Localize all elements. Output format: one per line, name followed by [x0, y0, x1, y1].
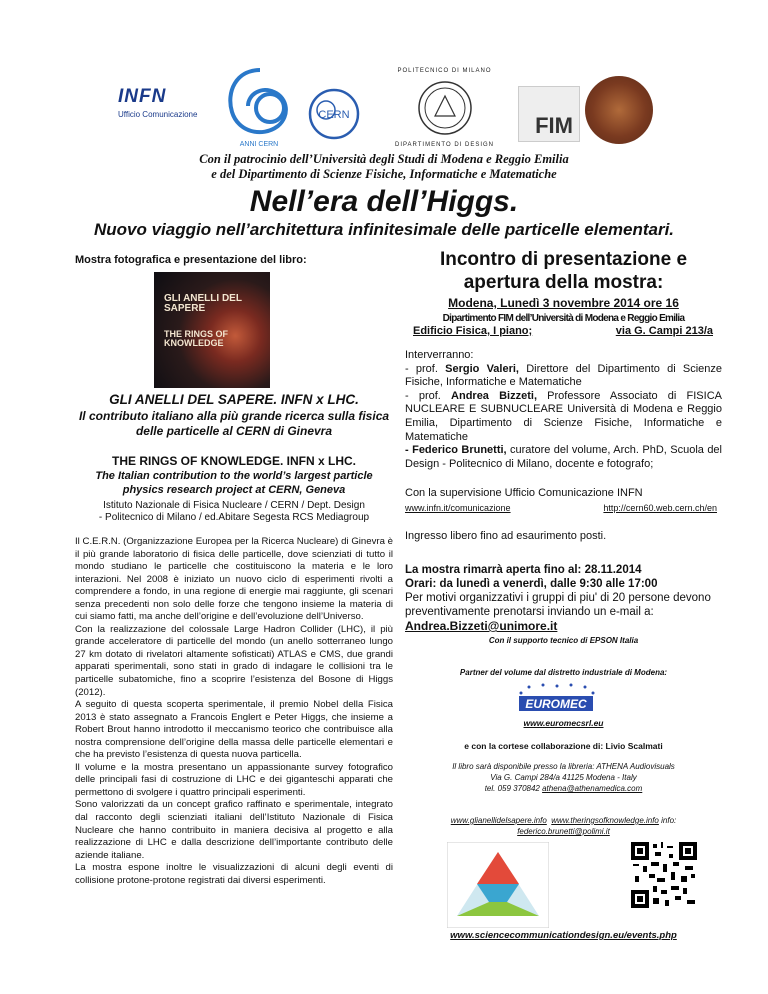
speaker-name: Andrea Bizzeti, — [451, 389, 537, 402]
speaker — [405, 444, 722, 471]
speakers-intro: Interverranno: — [405, 349, 474, 361]
book-title-en: THE RINGS OF KNOWLEDGE. INFN x LHC. — [111, 454, 356, 468]
paragraph: Il volume e la mostra presentano un appassionante survey fotografico delle principali fasi di costruzione di LHC e dei giganteschi apparati che permettono di svolgere i quattro principali esperimenti. — [75, 761, 393, 798]
collaboration: e con la cortese collaborazione di: Livio Scalmati — [464, 741, 663, 751]
paragraph: La mostra espone inoltre le visualizzazioni di alcuni degli eventi di collisione protone-protone registrati dai diversi esperimenti. — [75, 862, 393, 886]
cover-title: GLI ANELLI DEL SAPERE — [164, 293, 242, 314]
speaker-role: curatore del volume, Arch. PhD, Scuola del Design - Politecnico di Milano, docente e fotografo; — [405, 444, 722, 470]
cern-logo — [300, 86, 368, 142]
polimi-top-text: POLITECNICO DI MILANO — [397, 68, 492, 74]
scd-link[interactable]: www.sciencecommunicationdesign.eu/events.php — [450, 930, 677, 941]
fim-logo — [518, 86, 580, 142]
speaker-prefix: - prof. — [405, 389, 452, 402]
building: Edificio Fisica, I piano; — [413, 325, 533, 337]
patronage-line-1: Con il patrocinio dell’Università degli Studi di Modena e Reggio Emilia — [199, 152, 569, 166]
speaker-role: Professore Associato di FISICA NUCLEARE E SUBNUCLEARE Università di Modena e Reggio Emilia, Dipartimento di Scienze Fisiche, Informatiche e Matematiche — [405, 389, 722, 443]
cover-subtitle: THE RINGS OF KNOWLEDGE — [164, 329, 229, 348]
event-department: Dipartimento FIM dell’Università di Modena e Reggio Emilia — [442, 313, 685, 324]
event-date-text: Modena, Lunedì 3 novembre 2014 ore 16 — [448, 296, 679, 310]
fim-label: FIM — [535, 113, 573, 138]
euromec-logo-text: EUROMEC — [525, 697, 587, 711]
unimore-seal-icon — [585, 76, 653, 144]
bookstore-line: Il libro sarà disponibile presso la libreria: ATHENA Audiovisuals — [452, 762, 675, 771]
supervision-links — [405, 503, 717, 513]
logo-strip — [0, 64, 768, 154]
speaker — [405, 363, 722, 390]
polimi-bottom-text: DIPARTIMENTO DI DESIGN — [394, 142, 494, 148]
speaker-prefix: - prof. — [405, 362, 446, 375]
polimi-seal-icon — [417, 80, 473, 136]
publisher-line-2: - Politecnico di Milano / ed.Abitare Segesta RCS Mediagroup — [98, 512, 370, 523]
bookstore-address: Via G. Campi 284/a 41125 Modena - Italy — [490, 773, 637, 782]
paragraph: A seguito di questa scoperta sperimentale, il premio Nobel della Fisica 2013 è stato assegnato a Francois Englert e Peter Higgs, che insieme a Robert Brout hanno introdotto il meccanismo teorico che contribuisce alla nostra comprensione dell’origine della massa delle particelle elementari e che ha previsto l’esistenza di questa nuova particella. — [75, 699, 393, 761]
infn-logo — [118, 86, 213, 136]
cern-60-label: ANNI CERN — [239, 141, 279, 148]
entrance-note: Ingresso libero fino ad esaurimento posti. — [405, 530, 607, 542]
patronage-line-2: e del Dipartimento di Scienze Fisiche, Informatiche e Matematiche — [211, 167, 557, 181]
euromec-logo — [509, 683, 601, 715]
event-date — [405, 296, 722, 311]
paragraph: Il C.E.R.N. (Organizzazione Europea per la Ricerca Nucleare) di Ginevra è il più grande laboratorio di fisica delle particelle, dove scienziati di tutto il mondo studiano le particelle che costituiscono la materia e le loro interazioni. Nel 2008 è iniziato un nuovo ciclo di esperimenti rivolti a comprendere a fondo, in una regione di energie mai raggiunte, gli scenari senza precedenti non solo delle forze che tengono insieme la materia di cui siamo fatti, ma anche dell’origine e dell’evoluzione dell’Universo. — [75, 536, 393, 623]
book-description-it: Il contributo italiano alla più grande ricerca sulla fisica delle particelle al CERN di Ginevra — [78, 409, 390, 438]
euromec-link[interactable]: www.euromecsrl.eu — [523, 718, 604, 728]
book-description-en: The Italian contribution to the world’s largest particle physics research project at CERN, Geneva — [95, 470, 373, 496]
street-address: via G. Campi 213/a — [615, 325, 713, 337]
cern-link[interactable]: http://cern60.web.cern.ch/en — [603, 503, 717, 513]
book-availability — [405, 761, 722, 794]
exhibit-intro: Mostra fotografica e presentazione del libro: — [75, 254, 307, 266]
patronage — [0, 152, 768, 182]
paragraph: Con la realizzazione del colossale Large Hadron Collider (LHC), il più grande acceleratore di particelle del mondo (un anello sotterraneo lungo 27 km dotato di rivelatori altamente sofisticati) ATLAS e CMS, due grandi apparati sperimentali, sono stati in grado di indagare le collisioni tra le particelle subatomiche, fino a scoprire l’esistenza del Bosone di Higgs (2012). — [75, 623, 393, 698]
supervision: Con la supervisione Ufficio Comunicazione INFN — [405, 487, 643, 499]
speaker-role: Direttore del Dipartimento di Scienze Fisiche, Informatiche e Matematiche — [405, 362, 723, 389]
opening-hours: Orari: da lunedì a venerdì, dalle 9:30 alle 17:00 — [405, 578, 658, 590]
page-subtitle: Nuovo viaggio nell’architettura infinitesimale delle particelle elementari. — [93, 220, 675, 239]
event-heading: Incontro di presentazione e apertura della mostra: — [439, 249, 688, 293]
opening-info — [405, 563, 722, 634]
publisher-line-1: Istituto Nazionale di Fisica Nucleare / CERN / Dept. Design — [103, 500, 365, 511]
speaker-name: Sergio Valeri, — [445, 362, 519, 375]
bookstore-phone: tel. 059 370842 — [484, 784, 543, 793]
cern-label: CERN — [318, 109, 350, 121]
bookstore-email-link[interactable]: athena@athenamedica.com — [542, 784, 643, 793]
publisher — [75, 500, 393, 524]
partner-note: Partner del volume dal distretto industriale di Modena: — [459, 668, 668, 677]
infn-logo-sub: Ufficio Comunicazione — [118, 110, 198, 119]
project-sites — [405, 815, 722, 837]
groups-note: Per motivi organizzativi i gruppi di piu' di 20 persone devono preventivamente prenotarsi inviando un e-mail a: — [405, 592, 711, 618]
contact-email-link[interactable]: Andrea.Bizzeti@unimore.it — [405, 619, 558, 633]
qr-code-icon — [631, 842, 697, 908]
paragraph: Sono valorizzati da un concept grafico raffinato e sperimentale, integrato dal racconto degli scienziati italiani dell’Istituto Nazionale di Fisica Nucleare che hanno contribuito in maniera decisiva al progetto e alla realizzazione di LHC e dalla descrizione dell’importante contributo delle aziende italiane. — [75, 799, 393, 861]
speakers — [405, 349, 722, 471]
book-cover-image — [154, 272, 270, 388]
epson-support: Con il supporto tecnico di EPSON Italia — [488, 636, 639, 645]
speaker-name: - Federico Brunetti, — [405, 444, 507, 457]
book-title: GLI ANELLI DEL SAPERE. INFN x LHC. — [109, 392, 359, 407]
info-label: info: — [658, 816, 677, 825]
site-link-1[interactable]: www.glianellidelsapere.info — [450, 816, 547, 825]
page-title: Nell’era dell’Higgs. — [249, 185, 519, 218]
open-until: La mostra rimarrà aperta fino al: 28.11.2014 — [405, 564, 642, 576]
body-text — [75, 536, 393, 887]
event-address — [413, 325, 713, 337]
info-email-link[interactable]: federico.brunetti@polimi.it — [517, 827, 610, 836]
scd-diagram-icon — [447, 842, 549, 928]
infn-logo-mark: INFN — [118, 86, 167, 107]
cern-60-logo — [222, 64, 297, 150]
polimi-logo — [382, 56, 507, 146]
speaker — [405, 390, 722, 444]
infn-link[interactable]: www.infn.it/comunicazione — [405, 503, 511, 513]
site-link-2[interactable]: www.theringsofknowledge.info — [551, 816, 659, 825]
